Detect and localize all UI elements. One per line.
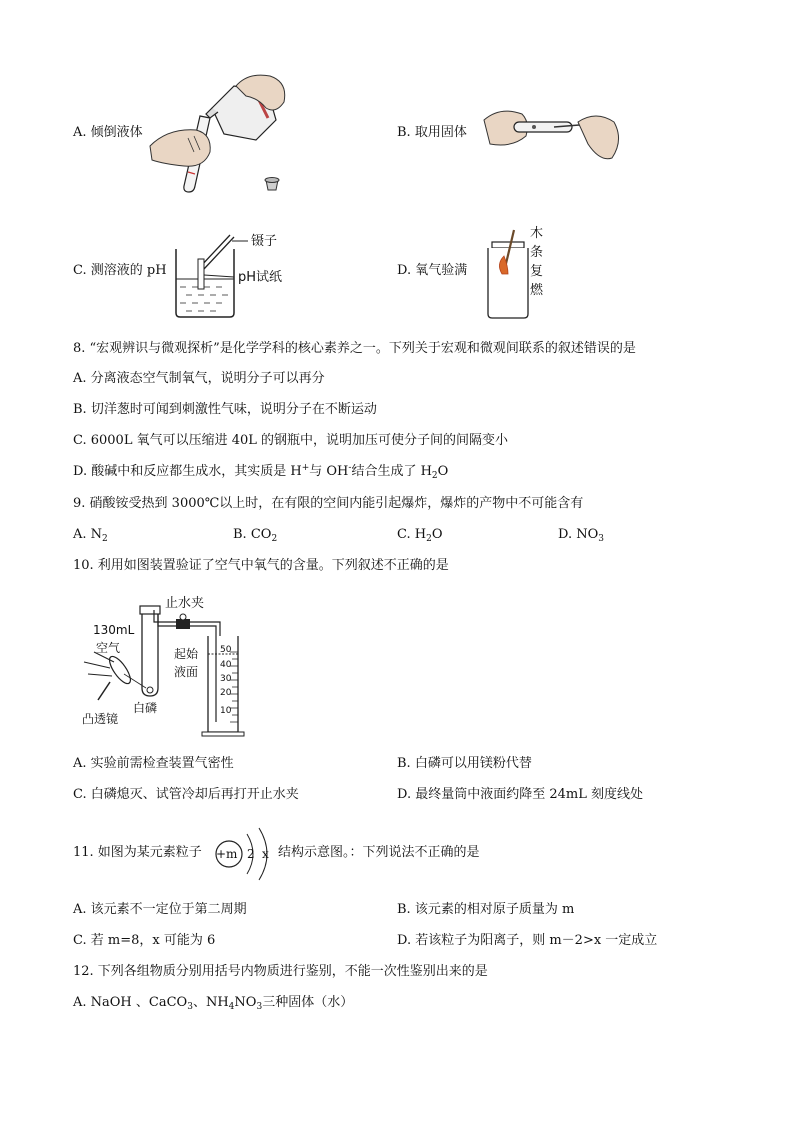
clamp-label: 止水夹 <box>165 596 205 611</box>
q10-option-a: A. 实验前需检查装置气密性 <box>73 756 234 771</box>
q9-option-a: A. $N_2$ <box>73 527 108 544</box>
q10-option-c: C. 白磷熄灭、试管冷却后再打开止水夹 <box>73 787 299 802</box>
q9-stem: 9. 硝酸铵受热到 3000℃以上时，在有限的空间内能引起爆炸，爆炸的产物中不可能含有 <box>73 496 584 511</box>
q11-option-c: C. 若 m=8，x 可能为 6 <box>73 933 216 948</box>
q9-option-c: C. $H_2O$ <box>397 527 443 544</box>
air-label: 空气 <box>96 641 121 655</box>
label-fu: 复 <box>530 264 544 279</box>
q8-option-c: C. 6000L 氧气可以压缩进 40L 的钢瓶中，说明加压可使分子间的间隔变小 <box>73 433 509 448</box>
taking-solid-figure <box>482 100 627 170</box>
start-level-label-1: 起始 <box>174 647 199 661</box>
q8-stem: 8. “宏观辨识与微观探析”是化学学科的核心素养之一。下列关于宏观和微观间联系的叙述错误的是 <box>73 341 636 356</box>
q11-option-a: A. 该元素不一定位于第二周期 <box>73 902 247 917</box>
label-mu: 木 <box>530 226 544 241</box>
q10-option-d: D. 最终量筒中液面约降至 24mL 刻度线处 <box>397 787 643 802</box>
q7-option-a: A. 倾倒液体 <box>73 125 143 140</box>
pouring-liquid-figure <box>148 68 298 193</box>
tick-10: 10 <box>220 706 232 716</box>
air-volume-label: 130mL <box>93 623 135 637</box>
q7-option-c: C. 测溶液的 pH <box>73 263 167 278</box>
shell-1-electrons: 2 <box>247 847 255 861</box>
nucleus-label: +m <box>216 847 238 861</box>
tick-20: 20 <box>220 688 232 698</box>
tick-50: 50 <box>220 645 232 655</box>
q8-option-b: B. 切洋葱时可闻到刺激性气味，说明分子在不断运动 <box>73 402 377 417</box>
shell-2-electrons: x <box>262 847 269 861</box>
q11-stem-post: 结构示意图。：下列说法不正确的是 <box>278 845 480 860</box>
tweezers-label: 镊子 <box>251 234 278 249</box>
ph-paper-label: pH试纸 <box>238 270 283 285</box>
q7-option-d: D. 氧气验满 <box>397 263 468 278</box>
tick-30: 30 <box>220 674 232 684</box>
q8-option-d: D. 酸碱中和反应都生成水，其实质是 H+与 OH-结合生成了 $H_2O$ <box>73 463 449 481</box>
q8-option-a: A. 分离液态空气制氧气，说明分子可以再分 <box>73 371 325 386</box>
q11-stem-pre: 11. 如图为某元素粒子 <box>73 845 202 860</box>
q7-option-b: B. 取用固体 <box>397 125 467 140</box>
q9-option-d: D. $NO_3$ <box>558 527 604 544</box>
label-tiao: 条 <box>530 245 544 260</box>
tick-40: 40 <box>220 660 232 670</box>
q10-stem: 10. 利用如图装置验证了空气中氧气的含量。下列叙述不正确的是 <box>73 558 449 573</box>
lens-label: 凸透镜 <box>82 712 119 726</box>
q11-option-d: D. 若该粒子为阳离子，则 m－2>x 一定成立 <box>397 933 658 948</box>
phosphorus-label: 白磷 <box>133 701 158 715</box>
q9-option-b: B. $CO_2$ <box>233 527 278 544</box>
q12-option-a: A. NaOH 、CaCO$_3$、$NH_4NO_3$三种固体（水） <box>73 995 354 1012</box>
label-ran: 燃 <box>530 283 544 298</box>
oxygen-test-figure <box>482 228 532 320</box>
start-level-label-2: 液面 <box>174 665 199 679</box>
q11-option-b: B. 该元素的相对原子质量为 m <box>397 902 575 917</box>
q10-option-b: B. 白磷可以用镁粉代替 <box>397 756 532 771</box>
q12-stem: 12. 下列各组物质分别用括号内物质进行鉴别，不能一次性鉴别出来的是 <box>73 964 488 979</box>
